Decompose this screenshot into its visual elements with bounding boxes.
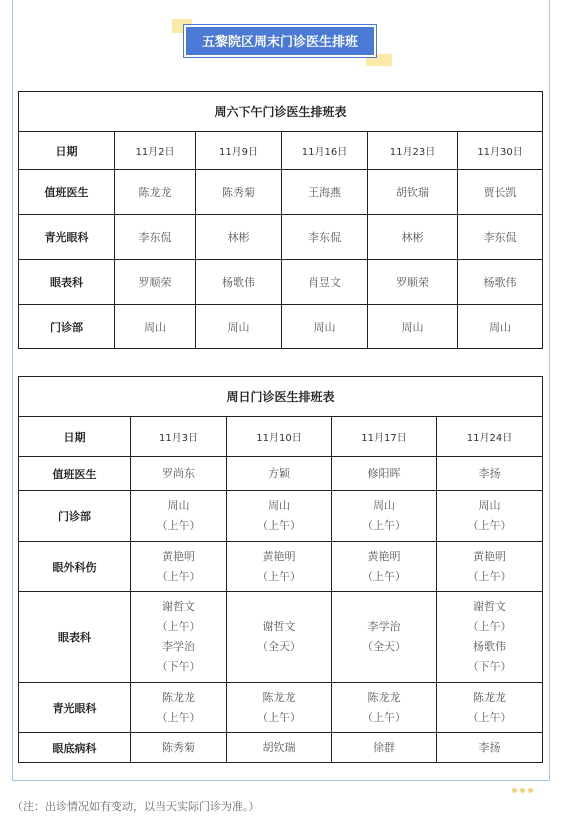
page-title: 五黎院区周末门诊医生排班 bbox=[184, 25, 376, 57]
doctor-name: 周山 bbox=[268, 499, 290, 512]
doctor-cell: 林彬 bbox=[368, 215, 458, 260]
saturday-schedule-table bbox=[18, 91, 543, 349]
date-cell: 11月2日 bbox=[115, 132, 196, 170]
row-label: 眼底病科 bbox=[19, 733, 131, 763]
table-row bbox=[19, 491, 543, 542]
doctor-name: 周山 bbox=[167, 499, 190, 512]
date-cell: 11月23日 bbox=[368, 132, 458, 170]
doctor-cell: 李东侃 bbox=[282, 215, 368, 260]
doctor-cell: 周山 bbox=[196, 305, 282, 349]
doctor-cell: 周山 bbox=[282, 305, 368, 349]
shift-label: （上午） bbox=[257, 569, 301, 583]
date-cell: 11月3日 bbox=[131, 417, 227, 457]
table-title-row bbox=[19, 92, 543, 132]
row-label: 值班医生 bbox=[19, 170, 115, 215]
table-title-row bbox=[19, 377, 543, 417]
doctor-name: 黄艳明 bbox=[367, 549, 401, 563]
table-row bbox=[19, 592, 543, 683]
row-label: 门诊部 bbox=[19, 305, 115, 349]
shift-label: （全天） bbox=[362, 640, 406, 653]
sunday-schedule-table bbox=[18, 376, 543, 763]
doctor-cell: 贾长凯 bbox=[458, 170, 543, 215]
shift-label: （上午） bbox=[362, 710, 406, 724]
row-label: 值班医生 bbox=[19, 457, 131, 491]
decorative-dots bbox=[512, 778, 536, 797]
date-cell: 11月24日 bbox=[437, 417, 543, 457]
date-cell: 11月30日 bbox=[458, 132, 543, 170]
doctor-cell: 罗顺荣 bbox=[115, 260, 196, 305]
doctor-name: 谢哲文 bbox=[162, 600, 195, 613]
row-label: 眼表科 bbox=[19, 260, 115, 305]
doctor-cell bbox=[227, 542, 332, 592]
date-label: 日期 bbox=[19, 132, 115, 170]
doctor-cell: 周山 bbox=[115, 305, 196, 349]
shift-label: （上午） bbox=[467, 620, 512, 633]
doctor-cell bbox=[332, 491, 437, 542]
doctor-name: 陈龙龙 bbox=[162, 690, 195, 704]
shift-label: （上午） bbox=[467, 710, 512, 724]
row-label: 青光眼科 bbox=[19, 215, 115, 260]
shift-label: （上午） bbox=[156, 519, 201, 532]
date-row bbox=[19, 132, 543, 170]
date-label: 日期 bbox=[19, 417, 131, 457]
doctor-cell: 李东侃 bbox=[458, 215, 543, 260]
doctor-cell: 肖昱文 bbox=[282, 260, 368, 305]
doctor-cell: 王海燕 bbox=[282, 170, 368, 215]
doctor-name: 黄艳明 bbox=[162, 549, 195, 563]
doctor-name: 罗尚东 bbox=[162, 466, 195, 480]
doctor-cell: 杨歌伟 bbox=[196, 260, 282, 305]
table-row bbox=[19, 170, 543, 215]
doctor-cell: 陈秀菊 bbox=[196, 170, 282, 215]
doctor-name: 黄艳明 bbox=[473, 549, 507, 563]
doctor-name: 谢哲文 bbox=[262, 620, 296, 633]
doctor-name: 陈龙龙 bbox=[367, 690, 401, 704]
doctor-name: 胡钦瑞 bbox=[262, 740, 296, 754]
doctor-name: 李扬 bbox=[478, 466, 501, 480]
doctor-cell: 胡钦瑞 bbox=[368, 170, 458, 215]
table-row bbox=[19, 260, 543, 305]
doctor-name: 周山 bbox=[373, 499, 395, 512]
doctor-cell: 李东侃 bbox=[115, 215, 196, 260]
table-row bbox=[19, 215, 543, 260]
doctor-name: 李扬 bbox=[478, 740, 501, 754]
shift-label: （上午） bbox=[467, 569, 512, 583]
doctor-cell bbox=[332, 683, 437, 733]
shift-label: （上午） bbox=[467, 519, 512, 532]
doctor-cell: 林彬 bbox=[196, 215, 282, 260]
doctor-cell: 杨歌伟 bbox=[458, 260, 543, 305]
doctor-cell bbox=[437, 733, 543, 763]
date-row bbox=[19, 417, 543, 457]
shift-label: （上午） bbox=[156, 710, 201, 724]
table-row bbox=[19, 305, 543, 349]
shift-label: （上午） bbox=[257, 519, 301, 532]
table-row bbox=[19, 457, 543, 491]
shift-label: （下午） bbox=[467, 660, 512, 673]
doctor-cell bbox=[437, 491, 543, 542]
shift-label: （下午） bbox=[156, 660, 201, 673]
row-label: 门诊部 bbox=[19, 491, 131, 542]
doctor-name: 李学治 bbox=[162, 640, 195, 653]
shift-label: （全天） bbox=[257, 640, 301, 653]
doctor-name: 谢哲文 bbox=[473, 600, 507, 613]
doctor-cell bbox=[131, 457, 227, 491]
doctor-name: 徐群 bbox=[373, 740, 395, 754]
title-banner bbox=[176, 19, 388, 63]
row-label: 青光眼科 bbox=[19, 683, 131, 733]
doctor-name: 陈秀菊 bbox=[162, 740, 195, 754]
date-cell: 11月10日 bbox=[227, 417, 332, 457]
shift-label: （上午） bbox=[362, 519, 406, 532]
doctor-cell: 周山 bbox=[458, 305, 543, 349]
doctor-cell bbox=[332, 592, 437, 683]
shift-label: （上午） bbox=[156, 569, 201, 583]
table-row bbox=[19, 542, 543, 592]
doctor-cell bbox=[227, 592, 332, 683]
doctor-cell bbox=[437, 592, 543, 683]
doctor-name: 李学治 bbox=[367, 620, 401, 633]
doctor-name: 陈龙龙 bbox=[473, 690, 507, 704]
doctor-cell: 罗顺荣 bbox=[368, 260, 458, 305]
doctor-name: 修阳晖 bbox=[367, 466, 401, 480]
doctor-cell: 周山 bbox=[368, 305, 458, 349]
doctor-name: 杨歌伟 bbox=[473, 640, 507, 653]
doctor-cell bbox=[227, 457, 332, 491]
doctor-cell bbox=[437, 457, 543, 491]
doctor-cell bbox=[437, 683, 543, 733]
doctor-cell bbox=[437, 542, 543, 592]
row-label: 眼外科伤 bbox=[19, 542, 131, 592]
doctor-name: 方颖 bbox=[268, 466, 290, 480]
doctor-cell bbox=[131, 683, 227, 733]
doctor-cell bbox=[227, 491, 332, 542]
doctor-cell bbox=[131, 592, 227, 683]
doctor-cell bbox=[332, 457, 437, 491]
saturday-table-title: 周六下午门诊医生排班表 bbox=[19, 92, 543, 132]
doctor-cell: 陈龙龙 bbox=[115, 170, 196, 215]
doctor-cell bbox=[332, 542, 437, 592]
table-row bbox=[19, 733, 543, 763]
doctor-cell bbox=[332, 733, 437, 763]
date-cell: 11月9日 bbox=[196, 132, 282, 170]
footnote: （注：出诊情况如有变动，以当天实际门诊为准。） bbox=[12, 800, 260, 813]
doctor-name: 陈龙龙 bbox=[262, 690, 296, 704]
doctor-cell bbox=[131, 491, 227, 542]
shift-label: （上午） bbox=[156, 620, 201, 633]
doctor-cell bbox=[131, 733, 227, 763]
doctor-name: 周山 bbox=[478, 499, 501, 512]
shift-label: （上午） bbox=[362, 569, 406, 583]
doctor-cell bbox=[131, 542, 227, 592]
row-label: 眼表科 bbox=[19, 592, 131, 683]
date-cell: 11月17日 bbox=[332, 417, 437, 457]
date-cell: 11月16日 bbox=[282, 132, 368, 170]
doctor-cell bbox=[227, 683, 332, 733]
table-row bbox=[19, 683, 543, 733]
doctor-name: 黄艳明 bbox=[262, 549, 296, 563]
sunday-table-title: 周日门诊医生排班表 bbox=[19, 377, 543, 417]
doctor-cell bbox=[227, 733, 332, 763]
shift-label: （上午） bbox=[257, 710, 301, 724]
